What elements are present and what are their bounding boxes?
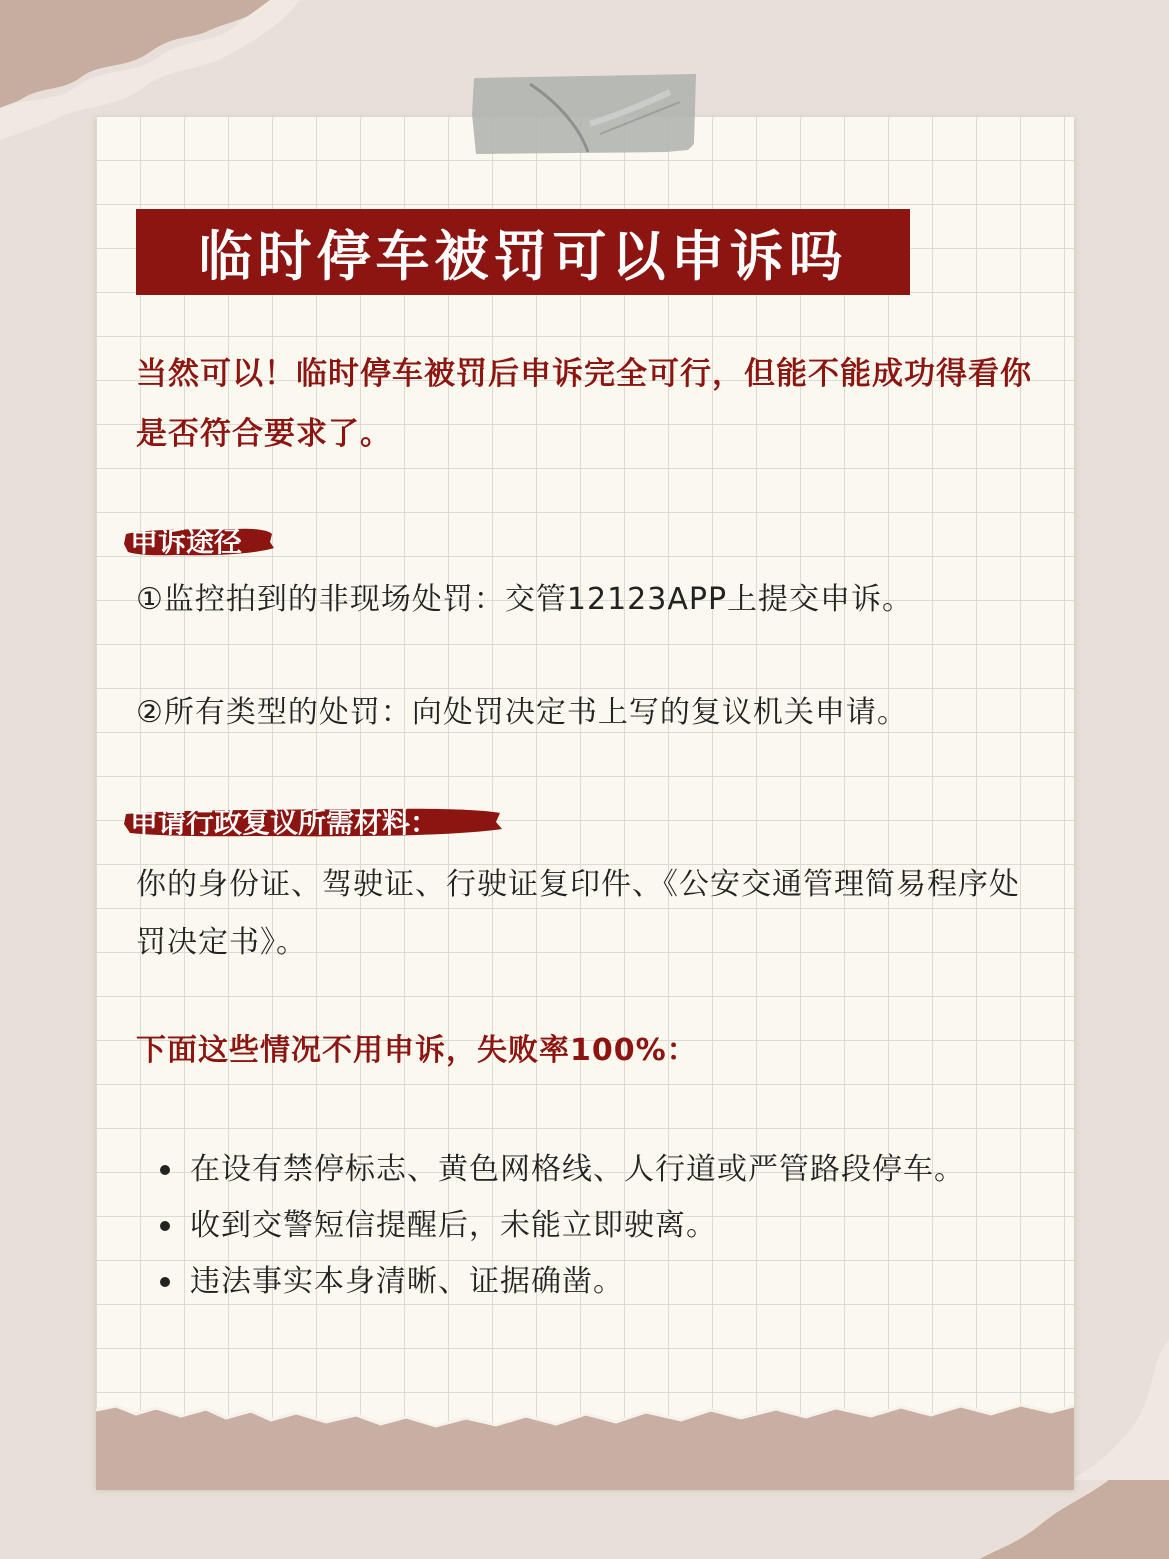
page-title: 临时停车被罚可以申诉吗 <box>198 224 848 288</box>
intro-paragraph: 当然可以！临时停车被罚后申诉完全可行，但能不能成功得看你是否符合要求了。 <box>136 356 1032 452</box>
list-item <box>160 1198 965 1254</box>
appeal-heading <box>124 526 274 558</box>
appeal-item-2: ②所有类型的处罚：向处罚决定书上写的复议机关申请。 <box>136 695 908 730</box>
materials-heading-text: 申请行政复议所需材料： <box>130 806 439 839</box>
list-item <box>160 1142 965 1198</box>
bullet-icon <box>160 1277 170 1287</box>
bullet-icon <box>160 1221 170 1231</box>
warning-line: 下面这些情况不用申诉，失败率100%： <box>136 1033 698 1068</box>
materials-paragraph: 你的身份证、驾驶证、行驶证复印件、《公安交通管理简易程序处罚决定书》。 <box>136 867 1020 960</box>
appeal-heading-text: 申诉途径 <box>130 525 243 558</box>
torn-edge-strip <box>96 1400 1074 1490</box>
tape-icon <box>470 74 700 156</box>
list-item <box>160 1254 965 1310</box>
materials-heading <box>124 807 502 839</box>
list-item-text: 在设有禁停标志、黄色网格线、人行道或严管路段停车。 <box>190 1152 965 1187</box>
bullet-icon <box>160 1165 170 1175</box>
list-item-text: 违法事实本身清晰、证据确凿。 <box>190 1264 624 1299</box>
list-item-text: 收到交警短信提醒后，未能立即驶离。 <box>190 1208 717 1243</box>
appeal-item-1: ①监控拍到的非现场处罚：交管12123APP上提交申诉。 <box>136 582 914 617</box>
title-banner <box>136 209 910 295</box>
failure-cases-list <box>160 1142 965 1310</box>
